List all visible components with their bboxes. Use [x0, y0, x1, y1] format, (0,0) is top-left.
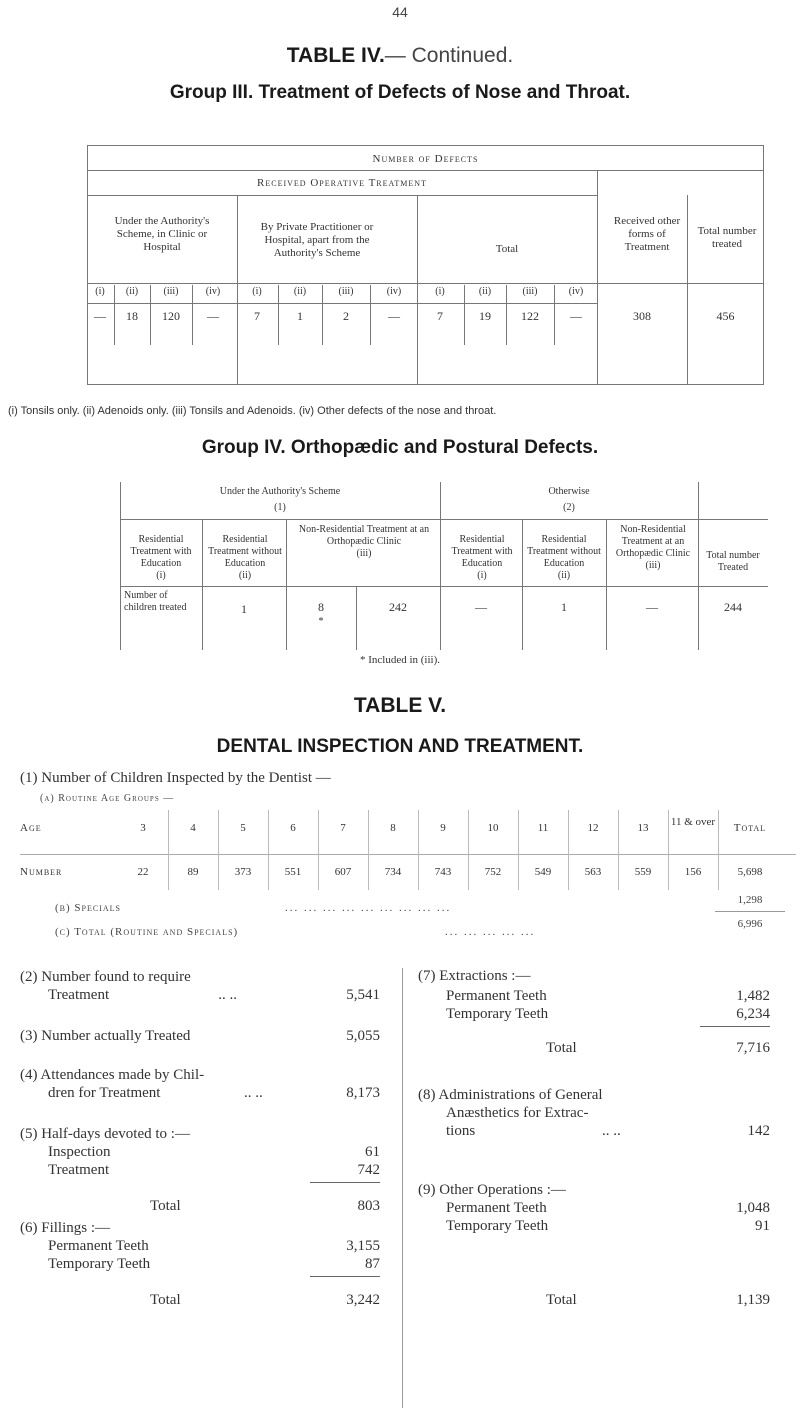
age-cell: 8	[390, 822, 396, 834]
left-item-total-fillings	[150, 1292, 380, 1309]
col-non-res-clinic	[288, 524, 440, 560]
sub-iv: (iv)	[386, 286, 402, 297]
item-label: Permanent Teeth	[446, 988, 547, 1004]
sub-iii: (iii)	[522, 286, 538, 297]
age-cell: 4	[190, 822, 196, 834]
item-value: 3,155	[346, 1238, 380, 1254]
age-cell: 11	[537, 822, 549, 834]
age-cell: 5	[240, 822, 246, 834]
val: —	[94, 309, 106, 323]
number-cell: 734	[384, 866, 402, 878]
val-total: 244	[724, 600, 742, 614]
sub-i: (i)	[435, 286, 445, 297]
sub-iii: (iii)	[338, 286, 354, 297]
col-res-with-ed-2	[442, 534, 522, 582]
under-scheme-num: (1)	[274, 502, 286, 513]
val-res-without-ed: 8	[318, 600, 324, 614]
specials-row	[55, 894, 795, 922]
col-label: Residential Treatment without Education	[208, 534, 282, 569]
sub-ii: (ii)	[125, 286, 139, 297]
col-res-without-ed	[204, 534, 286, 582]
val: —	[207, 309, 219, 323]
group3-values-row	[87, 309, 764, 339]
dots: .. ..	[601, 1123, 621, 1139]
age-cell: 9	[440, 822, 446, 834]
item-value: 6,234	[736, 1006, 770, 1022]
leader-dots: ... ... ... ... ... ... ... ... ...	[285, 902, 452, 914]
number-cell: 551	[284, 866, 302, 878]
total-treated-value: 456	[716, 309, 735, 323]
item1: (1) Number of Children Inspected by the Dentist —	[20, 770, 331, 786]
age-cell: 11 & over	[670, 816, 716, 828]
age-cell: 10	[487, 822, 499, 834]
val: 19	[479, 309, 491, 323]
item-value: 61	[365, 1144, 380, 1160]
group4-title: Group IV. Orthopædic and Postural Defects.	[201, 437, 599, 458]
group3-table	[87, 145, 764, 385]
col-label: Non-Residential Treatment at an Orthopædic Clinic	[298, 524, 430, 547]
age-cell: 7	[340, 822, 346, 834]
col-res-with-ed	[120, 534, 202, 582]
item-value: 91	[755, 1218, 770, 1234]
number-label: Number	[20, 866, 63, 878]
val: 7	[254, 309, 260, 323]
right-item-9	[418, 1182, 780, 1199]
left-item-treatment	[48, 1162, 380, 1179]
sub-ii: (ii)	[478, 286, 492, 297]
page-number: 44	[392, 4, 408, 20]
item-label: Total	[150, 1292, 181, 1308]
asterisk: *	[318, 616, 324, 627]
number-cell: 563	[584, 866, 602, 878]
item-label: Total	[546, 1292, 577, 1308]
col-num: (iii)	[645, 560, 661, 571]
sub-i: (i)	[95, 286, 105, 297]
item-value: 87	[365, 1256, 380, 1272]
right-item-other-permanent	[446, 1200, 770, 1217]
col-num: (ii)	[557, 570, 571, 581]
col-num: (ii)	[238, 570, 252, 581]
number-cell: 752	[484, 866, 502, 878]
group4-note: * Included in (iii).	[359, 654, 441, 666]
val: 122	[521, 309, 539, 323]
val: 18	[126, 309, 138, 323]
number-cell: 373	[234, 866, 252, 878]
item-value: 803	[357, 1198, 380, 1214]
right-item-other-total	[546, 1292, 770, 1309]
val: 2	[343, 309, 349, 323]
item1a: (a) Routine Age Groups —	[40, 793, 175, 804]
item-label-cont: Treatment	[48, 987, 110, 1003]
table5-heading: TABLE V.	[353, 694, 447, 717]
age-cell: 13	[637, 822, 649, 834]
col-label: Residential Treatment with Education	[451, 534, 513, 569]
number-cell-total: 5,698	[737, 866, 763, 878]
col-label: Non-Residential Treatment at an Orthopædic Clinic	[615, 524, 691, 559]
table4-heading	[0, 44, 800, 68]
leader-dots: ... ... ... ... ...	[445, 926, 536, 938]
item-label-cont: Anæsthetics for Extrac-	[446, 1105, 589, 1121]
item-value: 3,242	[346, 1292, 380, 1308]
item-label: Permanent Teeth	[446, 1200, 547, 1216]
col-non-res-clinic-2	[608, 524, 698, 572]
left-item-inspection	[48, 1144, 380, 1161]
number-cell: 156	[684, 866, 702, 878]
dots: .. ..	[243, 1085, 263, 1101]
right-item-ext-permanent	[446, 988, 770, 1005]
item-label: Temporary Teeth	[446, 1006, 549, 1022]
item-value: 1,139	[736, 1292, 770, 1308]
col-num: (iii)	[356, 548, 372, 559]
number-cell: 559	[634, 866, 652, 878]
age-cell: 6	[290, 822, 296, 834]
otherwise: Otherwise	[548, 486, 590, 497]
val: —	[570, 309, 582, 323]
item-value: 5,541	[346, 987, 380, 1003]
number-cell: 743	[434, 866, 452, 878]
specials-label: (b) Specials	[55, 902, 121, 914]
age-table	[20, 810, 796, 890]
other-forms-value: 308	[633, 309, 651, 323]
col-res-without-ed-2	[524, 534, 604, 582]
item-label: Treatment	[48, 1162, 110, 1178]
item-value: 8,173	[346, 1085, 380, 1101]
number-cell: 549	[534, 866, 552, 878]
number-cell: 607	[334, 866, 352, 878]
sub-iv: (iv)	[205, 286, 221, 297]
right-item-other-temporary	[446, 1218, 770, 1235]
val-res-with-ed: 1	[241, 602, 247, 616]
number-of-defects: Number of Defects	[372, 153, 479, 165]
col-total-treated: Total number Treated	[706, 550, 760, 573]
total-row	[55, 918, 795, 946]
item-value: 7,716	[736, 1040, 770, 1056]
left-item-3	[20, 1028, 380, 1045]
item-label: Permanent Teeth	[48, 1238, 149, 1254]
val-non-res-clinic: 242	[389, 600, 407, 614]
left-item-4	[20, 1066, 380, 1102]
item-value: 1,482	[736, 988, 770, 1004]
age-cell: 3	[140, 822, 146, 834]
table5-title: DENTAL INSPECTION AND TREATMENT.	[216, 736, 584, 757]
item-label: (6) Fillings :—	[20, 1220, 111, 1236]
left-item-2	[20, 968, 380, 1004]
otherwise-num: (2)	[563, 502, 575, 513]
val: 120	[162, 309, 180, 323]
col-total: Total	[495, 243, 519, 255]
group4-table	[120, 482, 768, 650]
sub-i: (i)	[252, 286, 262, 297]
item-label-cont: tions	[446, 1123, 476, 1139]
dots: .. ..	[218, 987, 238, 1003]
left-item-fill-permanent	[48, 1238, 380, 1255]
item-label-cont: dren for Treatment	[48, 1085, 161, 1101]
item-value: 1,048	[736, 1200, 770, 1216]
age-cell: 12	[587, 822, 599, 834]
total-routine-specials-value: 6,996	[737, 918, 763, 930]
age-cell-total: Total	[733, 822, 767, 834]
item-label: Temporary Teeth	[446, 1218, 549, 1234]
col-label: Residential Treatment without Education	[527, 534, 601, 569]
item-label: Total	[546, 1040, 577, 1056]
item-label: Temporary Teeth	[48, 1256, 151, 1272]
left-item-total-halfdays	[150, 1198, 380, 1215]
item-label: (4) Attendances made by Chil-	[20, 1067, 205, 1083]
left-item-fill-temporary	[48, 1256, 380, 1273]
item-label: (7) Extractions :—	[418, 968, 531, 984]
right-item-ext-total	[546, 1040, 770, 1057]
item-value: 5,055	[346, 1028, 380, 1044]
group3-title: Group III. Treatment of Defects of Nose and Throat.	[169, 82, 631, 103]
item-label: (5) Half-days devoted to :—	[20, 1126, 190, 1142]
col-private: By Private Practitioner or Hospital, apart from the Authority's Scheme	[260, 221, 374, 259]
val-res-without-ed-2: 1	[561, 600, 567, 614]
total-routine-specials-label: (c) Total (Routine and Specials)	[55, 926, 239, 938]
val: 7	[437, 309, 443, 323]
group3-footnote: (i) Tonsils only. (ii) Adenoids only. (iii) Tonsils and Adenoids. (iv) Other defects of the nose and throat.	[8, 405, 497, 417]
number-cell: 89	[187, 866, 199, 878]
item-label: (8) Administrations of General	[418, 1087, 603, 1103]
item-label: (9) Other Operations :—	[418, 1182, 566, 1198]
item-value: 742	[357, 1162, 380, 1178]
sub-ii: (ii)	[293, 286, 307, 297]
left-item-6	[20, 1220, 380, 1237]
col-label: Residential Treatment with Education	[130, 534, 192, 569]
specials-value: 1,298	[737, 894, 763, 906]
right-item-7	[418, 968, 780, 985]
val: 1	[297, 309, 303, 323]
col-num: (i)	[156, 570, 166, 581]
right-item-8	[418, 1086, 770, 1140]
col-under-scheme: Under the Authority's Scheme, in Clinic or Hospital	[114, 215, 210, 253]
col-num: (i)	[477, 570, 487, 581]
right-item-ext-temporary	[446, 1006, 770, 1023]
sub-iii: (iii)	[163, 286, 179, 297]
age-label: Age	[20, 822, 42, 834]
item-label: (2) Number found to require	[20, 969, 191, 985]
val-non-res-clinic-2: —	[646, 600, 658, 614]
val-res-with-ed-2: —	[475, 600, 487, 614]
left-item-5	[20, 1126, 380, 1143]
sub-iv: (iv)	[568, 286, 584, 297]
number-cell: 22	[137, 866, 149, 878]
item-label: Inspection	[48, 1144, 111, 1160]
col-other-forms: Received other forms of Treatment	[613, 215, 681, 253]
table4-heading-label: TABLE IV.	[286, 44, 385, 67]
under-scheme: Under the Authority's Scheme	[219, 486, 341, 497]
val: —	[388, 309, 400, 323]
col-total-treated: Total number treated	[697, 225, 757, 250]
item-label: (3) Number actually Treated	[20, 1028, 191, 1044]
item-label: Total	[150, 1198, 181, 1214]
received-operative: Received Operative Treatment	[257, 177, 427, 189]
row-label: Number of children treated	[124, 590, 187, 613]
item-value: 142	[747, 1123, 770, 1139]
table4-continued: — Continued.	[384, 44, 514, 67]
